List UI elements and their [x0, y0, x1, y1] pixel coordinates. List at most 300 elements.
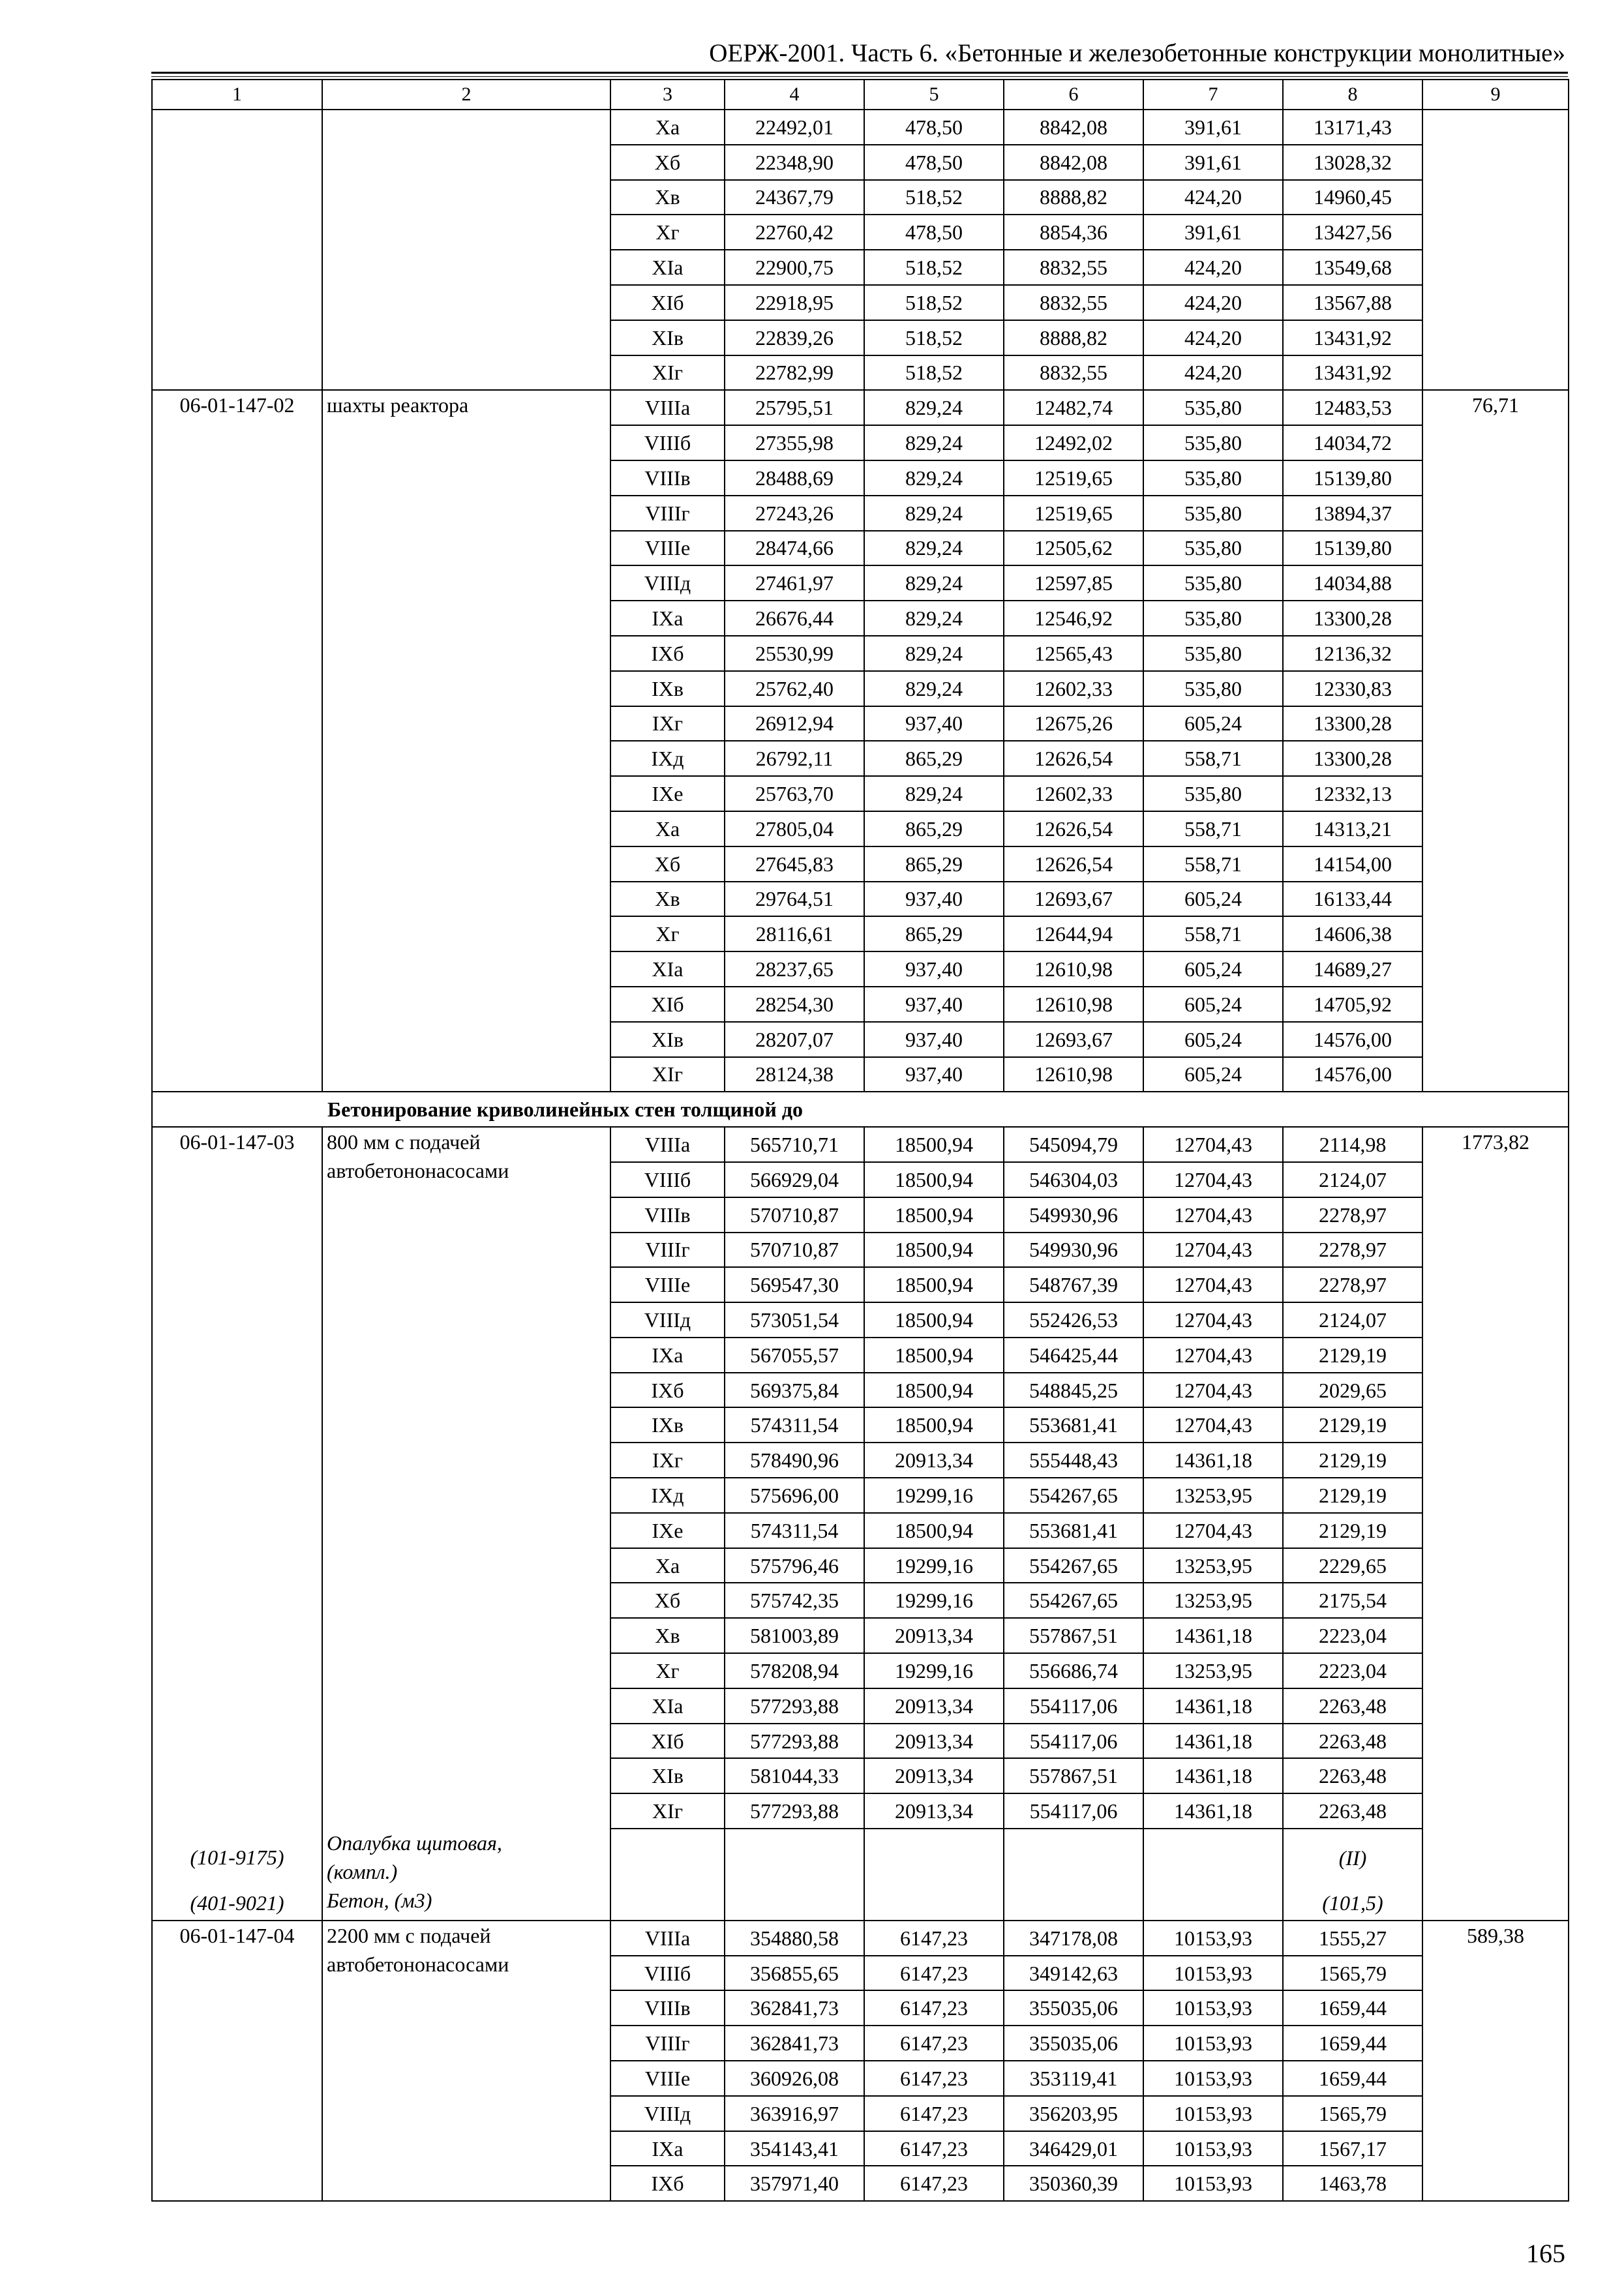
value-cell: 578208,94 [725, 1653, 864, 1688]
value-cell: 14576,00 [1283, 1057, 1422, 1092]
column-header: 3 [610, 80, 725, 110]
resource-name [322, 1886, 610, 1921]
value-cell: 13253,95 [1143, 1653, 1283, 1688]
class-cell: VIIIa [610, 1921, 725, 1956]
class-cell: VIIIд [610, 2096, 725, 2131]
column-header: 4 [725, 80, 864, 110]
value-cell: 865,29 [864, 741, 1004, 776]
value-cell: 362841,73 [725, 2026, 864, 2061]
value-cell: 10153,93 [1143, 2096, 1283, 2131]
value-cell: 865,29 [864, 811, 1004, 846]
value-cell: 28116,61 [725, 916, 864, 951]
class-cell: IXв [610, 1407, 725, 1443]
value-cell: 14313,21 [1283, 811, 1422, 846]
column-header: 7 [1143, 80, 1283, 110]
value-cell: 558,71 [1143, 811, 1283, 846]
class-cell: Xг [610, 215, 725, 250]
class-cell: VIIIг [610, 496, 725, 531]
value-cell: 20913,34 [864, 1443, 1004, 1478]
class-cell: IXa [610, 1338, 725, 1373]
value-cell: 355035,06 [1004, 1990, 1143, 2026]
class-cell: XIв [610, 320, 725, 355]
value-cell: 10153,93 [1143, 1990, 1283, 2026]
value-cell: 19299,16 [864, 1583, 1004, 1618]
value-cell: 535,80 [1143, 776, 1283, 811]
value-cell: 29764,51 [725, 882, 864, 917]
name-cell [322, 1921, 610, 2201]
class-cell: XIa [610, 250, 725, 285]
value-cell: 556686,74 [1004, 1653, 1143, 1688]
value-cell: 28207,07 [725, 1022, 864, 1057]
value-cell: 12704,43 [1143, 1338, 1283, 1373]
value-cell: 554267,65 [1004, 1478, 1143, 1513]
value-cell: 28237,65 [725, 951, 864, 987]
value-cell: 6147,23 [864, 2131, 1004, 2166]
value-cell: 18500,94 [864, 1162, 1004, 1197]
class-cell: IXб [610, 2166, 725, 2201]
class-cell: XIг [610, 1793, 725, 1829]
class-cell: XIг [610, 355, 725, 391]
class-cell: IXг [610, 1443, 725, 1478]
value-cell: 575696,00 [725, 1478, 864, 1513]
value-cell: 554117,06 [1004, 1793, 1143, 1829]
class-cell: VIIIд [610, 565, 725, 601]
value-cell: 1659,44 [1283, 2026, 1422, 2061]
class-cell: Xa [610, 1548, 725, 1583]
value-cell: 829,24 [864, 671, 1004, 706]
class-cell: IXe [610, 776, 725, 811]
value-cell: 14154,00 [1283, 846, 1422, 882]
value-cell: 1565,79 [1283, 2096, 1422, 2131]
value-cell: 1659,44 [1283, 2061, 1422, 2096]
class-cell: Xб [610, 846, 725, 882]
resource-value: (101,5) [1283, 1886, 1422, 1921]
resource-name-line: Опалубка щитовая, [327, 1831, 502, 1855]
value-cell: 10153,93 [1143, 1921, 1283, 1956]
value-cell: 20913,34 [864, 1688, 1004, 1724]
value-cell: 535,80 [1143, 601, 1283, 636]
value-cell: 14361,18 [1143, 1443, 1283, 1478]
value-cell: 18500,94 [864, 1233, 1004, 1268]
value-cell: 28124,38 [725, 1057, 864, 1092]
class-cell: IXe [610, 1513, 725, 1548]
value-cell: 829,24 [864, 390, 1004, 425]
value-cell: 518,52 [864, 250, 1004, 285]
value-cell: 574311,54 [725, 1407, 864, 1443]
value-cell: 357971,40 [725, 2166, 864, 2201]
value-cell: 546304,03 [1004, 1162, 1143, 1197]
value-cell: 13567,88 [1283, 285, 1422, 320]
value-cell: 347178,08 [1004, 1921, 1143, 1956]
value-cell: 2124,07 [1283, 1162, 1422, 1197]
value-cell: 557867,51 [1004, 1618, 1143, 1653]
value-cell: 14689,27 [1283, 951, 1422, 987]
value-cell: 391,61 [1143, 110, 1283, 145]
resource-name [322, 1829, 610, 1886]
value-cell: 10153,93 [1143, 1956, 1283, 1991]
value-cell: 2129,19 [1283, 1407, 1422, 1443]
price-table [151, 79, 1569, 2202]
class-cell: IXд [610, 741, 725, 776]
class-cell: VIIIг [610, 1233, 725, 1268]
value-cell: 19299,16 [864, 1478, 1004, 1513]
code-cell [152, 1127, 322, 1829]
value-cell: 27461,97 [725, 565, 864, 601]
resource-row [152, 1886, 1569, 1921]
value-cell: 10153,93 [1143, 2026, 1283, 2061]
value-cell: 10153,93 [1143, 2131, 1283, 2166]
value-cell: 535,80 [1143, 390, 1283, 425]
value-cell: 535,80 [1143, 496, 1283, 531]
value-cell: 12136,32 [1283, 636, 1422, 671]
value-cell: 554117,06 [1004, 1724, 1143, 1759]
value-cell: 8832,55 [1004, 355, 1143, 391]
value-cell: 6147,23 [864, 2061, 1004, 2096]
value-cell: 2278,97 [1283, 1233, 1422, 1268]
value-cell: 12483,53 [1283, 390, 1422, 425]
value-cell: 2124,07 [1283, 1302, 1422, 1338]
col9-cell [1422, 110, 1569, 390]
value-cell: 829,24 [864, 776, 1004, 811]
value-cell: 18500,94 [864, 1373, 1004, 1408]
value-cell: 12482,74 [1004, 390, 1143, 425]
value-cell: 605,24 [1143, 987, 1283, 1022]
value-cell: 25762,40 [725, 671, 864, 706]
value-cell: 518,52 [864, 285, 1004, 320]
value-cell: 424,20 [1143, 285, 1283, 320]
class-cell: IXв [610, 671, 725, 706]
value-cell: 12626,54 [1004, 811, 1143, 846]
value-cell: 12505,62 [1004, 531, 1143, 566]
value-cell: 570710,87 [725, 1197, 864, 1233]
name-cell [322, 110, 610, 390]
value-cell: 553681,41 [1004, 1513, 1143, 1548]
value-cell: 605,24 [1143, 1057, 1283, 1092]
empty-cell [1143, 1886, 1283, 1921]
value-cell: 937,40 [864, 1022, 1004, 1057]
value-cell: 354143,41 [725, 2131, 864, 2166]
value-cell: 27243,26 [725, 496, 864, 531]
table-row [152, 110, 1569, 145]
item-name: автобетононасосами [327, 1159, 509, 1183]
table-row [152, 1127, 1569, 1162]
value-cell: 14034,88 [1283, 565, 1422, 601]
name-cell [322, 1127, 610, 1829]
column-header: 8 [1283, 80, 1422, 110]
column-header: 2 [322, 80, 610, 110]
value-cell: 12610,98 [1004, 1057, 1143, 1092]
code-cell [152, 110, 322, 390]
value-cell: 535,80 [1143, 671, 1283, 706]
value-cell: 554117,06 [1004, 1688, 1143, 1724]
value-cell: 14361,18 [1143, 1724, 1283, 1759]
class-cell: XIa [610, 951, 725, 987]
value-cell: 13253,95 [1143, 1478, 1283, 1513]
value-cell: 12693,67 [1004, 1022, 1143, 1057]
column-header: 6 [1004, 80, 1143, 110]
resource-code: (101-9175) [152, 1829, 322, 1886]
value-cell: 2263,48 [1283, 1688, 1422, 1724]
value-cell: 26676,44 [725, 601, 864, 636]
value-cell: 829,24 [864, 531, 1004, 566]
value-cell: 13300,28 [1283, 706, 1422, 741]
value-cell: 1565,79 [1283, 1956, 1422, 1991]
name-cell [322, 390, 610, 1092]
value-cell: 581044,33 [725, 1758, 864, 1793]
value-cell: 8842,08 [1004, 110, 1143, 145]
value-cell: 12704,43 [1143, 1302, 1283, 1338]
column-header: 1 [152, 80, 322, 110]
value-cell: 829,24 [864, 601, 1004, 636]
item-name: шахты реактора [327, 393, 469, 417]
value-cell: 18500,94 [864, 1407, 1004, 1443]
value-cell: 557867,51 [1004, 1758, 1143, 1793]
value-cell: 391,61 [1143, 215, 1283, 250]
item-code: 06-01-147-03 [179, 1130, 295, 1154]
value-cell: 13431,92 [1283, 355, 1422, 391]
value-cell: 554267,65 [1004, 1548, 1143, 1583]
class-cell: VIIIб [610, 1162, 725, 1197]
value-cell: 22782,99 [725, 355, 864, 391]
value-cell: 478,50 [864, 110, 1004, 145]
value-cell: 18500,94 [864, 1127, 1004, 1162]
value-cell: 12332,13 [1283, 776, 1422, 811]
class-cell: IXд [610, 1478, 725, 1513]
value-cell: 14361,18 [1143, 1758, 1283, 1793]
value-cell: 12546,92 [1004, 601, 1143, 636]
value-cell: 362841,73 [725, 1990, 864, 2026]
item-col9: 1773,82 [1462, 1130, 1529, 1154]
value-cell: 1555,27 [1283, 1921, 1422, 1956]
value-cell: 12492,02 [1004, 425, 1143, 460]
value-cell: 8842,08 [1004, 145, 1143, 180]
value-cell: 1463,78 [1283, 2166, 1422, 2201]
item-name: 2200 мм с подачей [327, 1923, 491, 1947]
value-cell: 570710,87 [725, 1233, 864, 1268]
class-cell: XIв [610, 1758, 725, 1793]
class-cell: Xб [610, 1583, 725, 1618]
value-cell: 25795,51 [725, 390, 864, 425]
value-cell: 20913,34 [864, 1758, 1004, 1793]
value-cell: 25763,70 [725, 776, 864, 811]
value-cell: 565710,71 [725, 1127, 864, 1162]
class-cell: IXб [610, 1373, 725, 1408]
value-cell: 22839,26 [725, 320, 864, 355]
value-cell: 558,71 [1143, 741, 1283, 776]
value-cell: 13549,68 [1283, 250, 1422, 285]
group-row [152, 1092, 1569, 1127]
class-cell: VIIIe [610, 1267, 725, 1302]
value-cell: 829,24 [864, 565, 1004, 601]
value-cell: 12610,98 [1004, 951, 1143, 987]
value-cell: 545094,79 [1004, 1127, 1143, 1162]
value-cell: 573051,54 [725, 1302, 864, 1338]
value-cell: 28488,69 [725, 460, 864, 496]
value-cell: 605,24 [1143, 882, 1283, 917]
value-cell: 27355,98 [725, 425, 864, 460]
class-cell: VIIIб [610, 425, 725, 460]
value-cell: 363916,97 [725, 2096, 864, 2131]
value-cell: 12519,65 [1004, 460, 1143, 496]
value-cell: 12704,43 [1143, 1513, 1283, 1548]
value-cell: 2114,98 [1283, 1127, 1422, 1162]
value-cell: 13171,43 [1283, 110, 1422, 145]
value-cell: 478,50 [864, 145, 1004, 180]
value-cell: 937,40 [864, 882, 1004, 917]
value-cell: 13300,28 [1283, 601, 1422, 636]
value-cell: 6147,23 [864, 2026, 1004, 2061]
item-code: 06-01-147-04 [179, 1923, 295, 1947]
value-cell: 546425,44 [1004, 1338, 1143, 1373]
value-cell: 535,80 [1143, 531, 1283, 566]
value-cell: 20913,34 [864, 1618, 1004, 1653]
value-cell: 12704,43 [1143, 1267, 1283, 1302]
value-cell: 12704,43 [1143, 1233, 1283, 1268]
value-cell: 15139,80 [1283, 460, 1422, 496]
col9-cell [1422, 1127, 1569, 1921]
value-cell: 22760,42 [725, 215, 864, 250]
value-cell: 937,40 [864, 951, 1004, 987]
empty-cell [1004, 1829, 1143, 1886]
class-cell: VIIIa [610, 1127, 725, 1162]
page-number: 165 [1526, 2239, 1565, 2268]
value-cell: 605,24 [1143, 951, 1283, 987]
value-cell: 566929,04 [725, 1162, 864, 1197]
value-cell: 605,24 [1143, 1022, 1283, 1057]
value-cell: 10153,93 [1143, 2166, 1283, 2201]
value-cell: 13427,56 [1283, 215, 1422, 250]
value-cell: 14606,38 [1283, 916, 1422, 951]
value-cell: 12675,26 [1004, 706, 1143, 741]
value-cell: 22900,75 [725, 250, 864, 285]
value-cell: 553681,41 [1004, 1407, 1143, 1443]
value-cell: 577293,88 [725, 1724, 864, 1759]
value-cell: 8888,82 [1004, 180, 1143, 215]
code-cell [152, 1921, 322, 2201]
value-cell: 581003,89 [725, 1618, 864, 1653]
value-cell: 13300,28 [1283, 741, 1422, 776]
resource-row [152, 1829, 1569, 1886]
value-cell: 12330,83 [1283, 671, 1422, 706]
resource-name-line: Бетон, (м3) [327, 1889, 432, 1913]
value-cell: 14361,18 [1143, 1618, 1283, 1653]
value-cell: 8854,36 [1004, 215, 1143, 250]
class-cell: Xб [610, 145, 725, 180]
value-cell: 2223,04 [1283, 1618, 1422, 1653]
value-cell: 6147,23 [864, 1956, 1004, 1991]
empty-cell [725, 1829, 864, 1886]
class-cell: XIa [610, 1688, 725, 1724]
value-cell: 865,29 [864, 846, 1004, 882]
value-cell: 26792,11 [725, 741, 864, 776]
page-header: ОЕРЖ-2001. Часть 6. «Бетонные и железобетонные конструкции монолитные» [709, 39, 1565, 67]
value-cell: 22348,90 [725, 145, 864, 180]
resource-value: (II) [1283, 1829, 1422, 1886]
value-cell: 6147,23 [864, 2096, 1004, 2131]
value-cell: 350360,39 [1004, 2166, 1143, 2201]
value-cell: 12602,33 [1004, 671, 1143, 706]
value-cell: 829,24 [864, 460, 1004, 496]
value-cell: 26912,94 [725, 706, 864, 741]
value-cell: 424,20 [1143, 250, 1283, 285]
value-cell: 6147,23 [864, 1921, 1004, 1956]
value-cell: 12704,43 [1143, 1127, 1283, 1162]
value-cell: 535,80 [1143, 636, 1283, 671]
value-cell: 535,80 [1143, 565, 1283, 601]
value-cell: 20913,34 [864, 1724, 1004, 1759]
value-cell: 478,50 [864, 215, 1004, 250]
value-cell: 18500,94 [864, 1302, 1004, 1338]
value-cell: 577293,88 [725, 1688, 864, 1724]
column-header: 9 [1422, 80, 1569, 110]
value-cell: 2278,97 [1283, 1267, 1422, 1302]
value-cell: 575742,35 [725, 1583, 864, 1618]
value-cell: 535,80 [1143, 425, 1283, 460]
value-cell: 554267,65 [1004, 1583, 1143, 1618]
value-cell: 12597,85 [1004, 565, 1143, 601]
value-cell: 14576,00 [1283, 1022, 1422, 1057]
value-cell: 1659,44 [1283, 1990, 1422, 2026]
col9-cell [1422, 1921, 1569, 2201]
value-cell: 548845,25 [1004, 1373, 1143, 1408]
value-cell: 549930,96 [1004, 1233, 1143, 1268]
value-cell: 937,40 [864, 1057, 1004, 1092]
class-cell: XIб [610, 285, 725, 320]
value-cell: 16133,44 [1283, 882, 1422, 917]
column-number-row [152, 80, 1569, 110]
value-cell: 13253,95 [1143, 1548, 1283, 1583]
value-cell: 356855,65 [725, 1956, 864, 1991]
value-cell: 567055,57 [725, 1338, 864, 1373]
value-cell: 12644,94 [1004, 916, 1143, 951]
class-cell: VIIIд [610, 1302, 725, 1338]
value-cell: 829,24 [864, 425, 1004, 460]
value-cell: 552426,53 [1004, 1302, 1143, 1338]
value-cell: 424,20 [1143, 180, 1283, 215]
class-cell: XIб [610, 987, 725, 1022]
value-cell: 24367,79 [725, 180, 864, 215]
col9-cell [1422, 390, 1569, 1092]
class-cell: Xa [610, 811, 725, 846]
empty-cell [1004, 1886, 1143, 1921]
value-cell: 27645,83 [725, 846, 864, 882]
value-cell: 14960,45 [1283, 180, 1422, 215]
class-cell: XIг [610, 1057, 725, 1092]
value-cell: 2129,19 [1283, 1513, 1422, 1548]
value-cell: 12602,33 [1004, 776, 1143, 811]
table-row [152, 1921, 1569, 1956]
value-cell: 8832,55 [1004, 285, 1143, 320]
value-cell: 18500,94 [864, 1513, 1004, 1548]
value-cell: 2029,65 [1283, 1373, 1422, 1408]
value-cell: 2263,48 [1283, 1793, 1422, 1829]
value-cell: 518,52 [864, 320, 1004, 355]
value-cell: 569375,84 [725, 1373, 864, 1408]
class-cell: VIIIв [610, 460, 725, 496]
value-cell: 2263,48 [1283, 1758, 1422, 1793]
class-cell: VIIIг [610, 2026, 725, 2061]
value-cell: 12565,43 [1004, 636, 1143, 671]
value-cell: 22918,95 [725, 285, 864, 320]
value-cell: 13253,95 [1143, 1583, 1283, 1618]
value-cell: 14361,18 [1143, 1688, 1283, 1724]
item-name: автобетононасосами [327, 1952, 509, 1976]
value-cell: 15139,80 [1283, 531, 1422, 566]
class-cell: XIб [610, 1724, 725, 1759]
value-cell: 2129,19 [1283, 1478, 1422, 1513]
value-cell: 14705,92 [1283, 987, 1422, 1022]
value-cell: 12626,54 [1004, 741, 1143, 776]
